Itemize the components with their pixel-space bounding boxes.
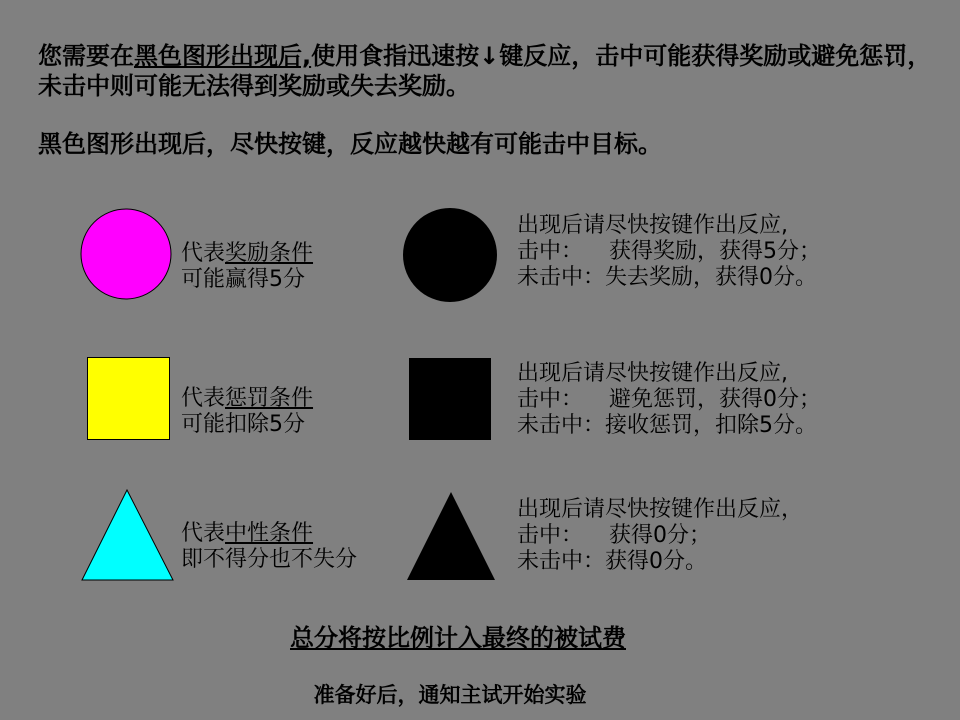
reward-condition-desc: 可能赢得5分 [181, 267, 305, 292]
neutral-condition-title: 中性条件 [225, 521, 314, 546]
rule-hit-prefix: 击中： [517, 523, 584, 548]
rule-line-1: 出现后请尽快按键作出反应， [517, 497, 804, 522]
punish-condition-desc: 可能扣除5分 [181, 412, 305, 437]
reward-rule-text [517, 213, 821, 291]
rule-hit-outcome: 获得0分； [609, 523, 712, 548]
rule-miss-outcome: 未击中：接收惩罚，扣除5分。 [517, 413, 817, 438]
down-arrow-icon: ↓ [479, 42, 500, 70]
instruction-text-underlined: 黑色图形出现后, [134, 42, 312, 70]
reward-condition-label [181, 241, 313, 293]
neutral-rule-text [517, 497, 803, 575]
magenta-circle-icon [78, 206, 174, 302]
punish-condition-label [181, 386, 313, 438]
cyan-triangle-icon [80, 488, 176, 582]
rule-hit-prefix: 击中： [517, 387, 584, 412]
instruction-paragraph [38, 41, 938, 101]
rule-line-1: 出现后请尽快按键作出反应, [517, 213, 788, 238]
rule-hit-outcome: 避免惩罚，获得0分； [609, 387, 822, 412]
rule-miss-outcome: 未击中：失去奖励，获得0分。 [517, 265, 817, 290]
yellow-square-icon [86, 356, 172, 442]
neutral-condition-desc: 即不得分也不失分 [181, 547, 358, 572]
black-triangle-icon [406, 491, 496, 581]
label-prefix: 代表 [181, 386, 226, 411]
rule-hit-outcome: 获得奖励，获得5分； [609, 239, 822, 264]
label-prefix: 代表 [181, 521, 226, 546]
payment-note: 总分将按比例计入最终的被试费 [290, 624, 626, 652]
ready-note: 准备好后，通知主试开始实验 [313, 683, 587, 707]
punish-rule-text [517, 361, 821, 439]
instruction-text-post: 键反应，击中可能获得奖励或避免惩罚，未击中则可能无法得到奖励或失去奖励。 [38, 42, 932, 100]
instruction-speed-note: 黑色图形出现后，尽快按键，反应越快越有可能击中目标。 [38, 130, 662, 158]
rule-hit-prefix: 击中： [517, 239, 584, 264]
instruction-text-pre: 您需要在 [38, 42, 134, 70]
reward-condition-title: 奖励条件 [225, 241, 314, 266]
black-square-icon [409, 358, 491, 440]
punish-condition-title: 惩罚条件 [225, 386, 314, 411]
label-prefix: 代表 [181, 241, 226, 266]
rule-miss-outcome: 未击中：获得0分。 [517, 549, 707, 574]
instruction-text-mid: 使用食指迅速按 [311, 42, 480, 70]
neutral-condition-label [181, 521, 357, 573]
black-circle-icon [401, 206, 499, 304]
rule-line-1: 出现后请尽快按键作出反应, [517, 361, 788, 386]
